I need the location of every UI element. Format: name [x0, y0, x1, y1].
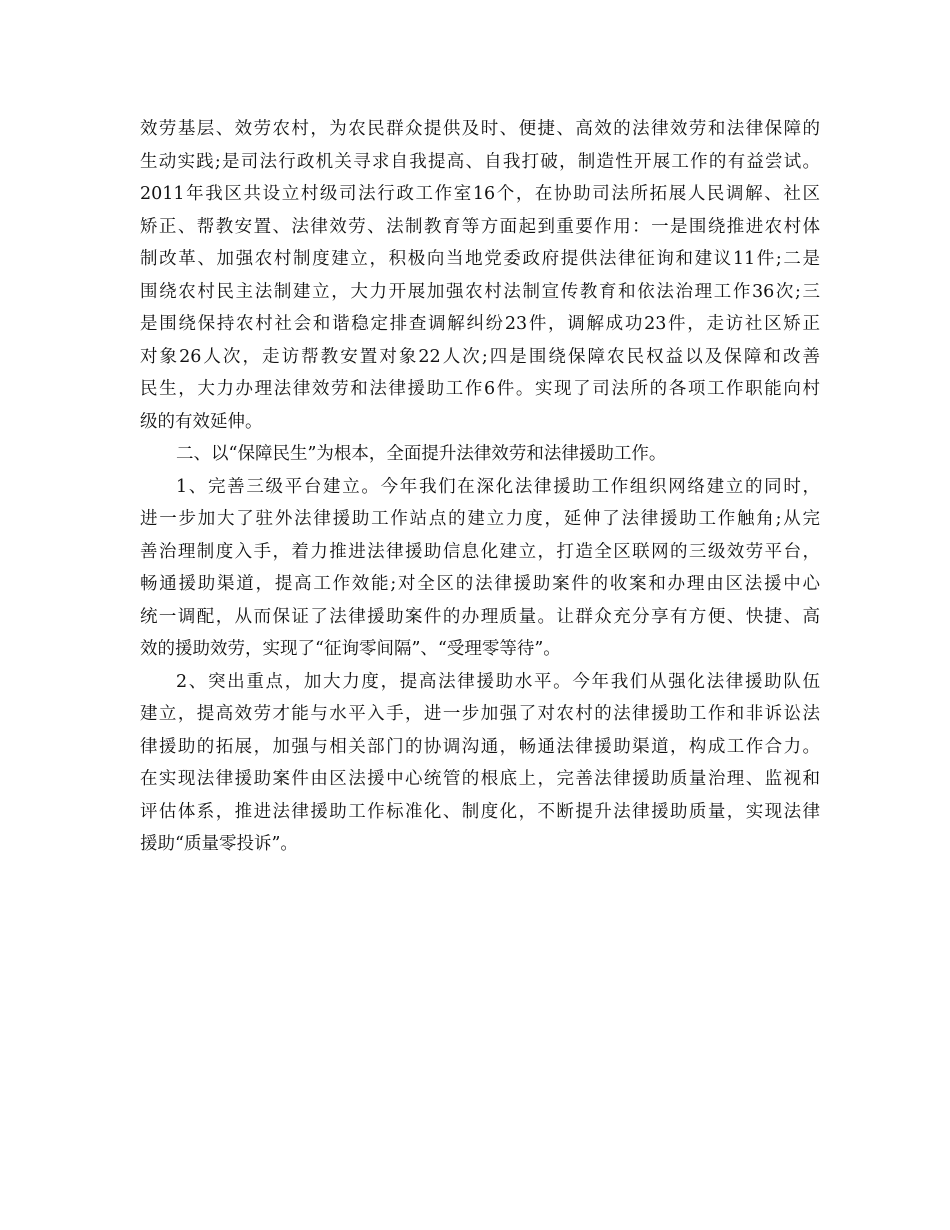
paragraph-1-line: 矫正、帮教安置、法律效劳、法制教育等方面起到重要作用：一是围绕推进农村体 — [140, 216, 820, 237]
paragraph-3-line: 律援助的拓展，加强与相关部门的协调沟通，畅通法律援助渠道，构成工作合力。 — [140, 736, 820, 757]
paragraph-2-line: 畅通援助渠道，提高工作效能;对全区的法律援助案件的收案和办理由区法援中心 — [140, 574, 820, 594]
paragraph-1-line: 效劳基层、效劳农村，为农民群众提供及时、便捷、高效的法律效劳和法律保障的 — [140, 119, 820, 139]
document-body — [140, 113, 820, 861]
paragraph-1-line: 2011年我区共设立村级司法行政工作室16个，在协助司法所拓展人民调解、社区 — [140, 184, 820, 204]
section-heading: 二、以“保障民生”为根本，全面提升法律效劳和法律援助工作。 — [176, 444, 667, 464]
paragraph-3-line: 评估体系，推进法律援助工作标准化、制度化，不断提升法律援助质量，实现法律 — [140, 801, 820, 822]
paragraph-2-line: 善治理制度入手，着力推进法律援助信息化建立，打造全区联网的三级效劳平台， — [140, 541, 820, 562]
paragraph-1-line: 是围绕保持农村社会和谐稳定排查调解纠纷23件，调解成功23件，走访社区矫正 — [140, 314, 820, 334]
paragraph-3-line: 2、突出重点，加大力度，提高法律援助水平。今年我们从强化法律援助队伍 — [176, 671, 820, 692]
paragraph-3-line: 在实现法律援助案件由区法援中心统管的根底上，完善法律援助质量治理、监视和 — [140, 769, 820, 789]
paragraph-2-line: 统一调配，从而保证了法律援助案件的办理质量。让群众充分享有方便、快捷、高 — [140, 606, 820, 627]
paragraph-1-line: 级的有效延伸。 — [140, 411, 263, 432]
paragraph-1-line: 民生，大力办理法律效劳和法律援助工作6件。实现了司法所的各项工作职能向村 — [140, 379, 820, 399]
paragraph-1-line: 对象26人次，走访帮教安置对象22人次;四是围绕保障农民权益以及保障和改善 — [140, 346, 820, 367]
paragraph-1-line: 制改革、加强农村制度建立，积极向当地党委政府提供法律征询和建议11件;二是 — [140, 249, 820, 269]
paragraph-2-line: 1、完善三级平台建立。今年我们在深化法律援助工作组织网络建立的同时， — [176, 476, 820, 497]
paragraph-2-line: 进一步加大了驻外法律援助工作站点的建立力度，延伸了法律援助工作触角;从完 — [140, 509, 820, 529]
paragraph-1-line: 生动实践;是司法行政机关寻求自我提高、自我打破，制造性开展工作的有益尝试。 — [140, 151, 820, 172]
paragraph-1-line: 围绕农村民主法制建立，大力开展加强农村法制宣传教育和依法治理工作36次;三 — [140, 281, 820, 302]
paragraph-2-line: 效的援助效劳，实现了“征询零间隔”、“受理零等待”。 — [140, 639, 561, 659]
paragraph-3-line: 建立，提高效劳才能与水平入手，进一步加强了对农村的法律援助工作和非诉讼法 — [140, 704, 820, 724]
paragraph-3-line: 援助“质量零投诉”。 — [140, 834, 298, 854]
